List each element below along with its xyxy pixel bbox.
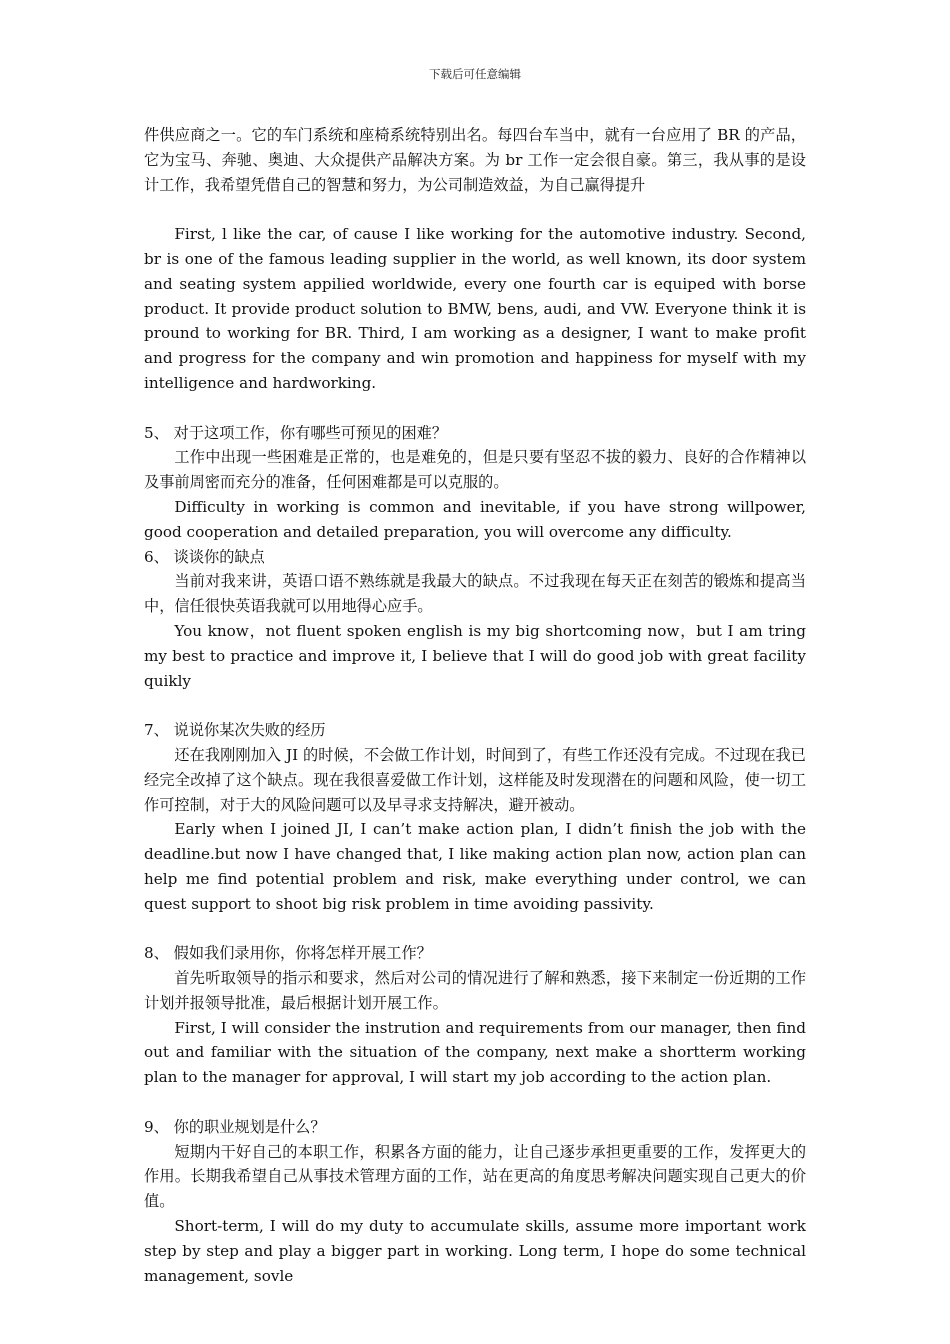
answer-chinese-8: 首先听取领导的指示和要求，然后对公司的情况进行了解和熟悉，接下来制定一份近期的工作计划并报领导批准，最后根据计划开展工作。 xyxy=(144,969,806,1012)
question-heading-9: 9、 你的职业规划是什么？ xyxy=(144,1117,326,1136)
blank-line xyxy=(144,1090,806,1115)
paragraph-english: First, l like the car, of cause I like working for the automotive industry. Second, br is one of the famous leading supplier in the world, as well known, its door system and seating system appilied worldwide, every one fourth car is equiped with borse product. It provide product solution to BMW, bens, audi, and VW. Everyone think it is pround to working for BR. Third, I am working as a designer, I want to make profit and progress for the company and win promotion and happiness for myself with my intelligence and hardworking. xyxy=(144,225,806,392)
question-heading-5: 5、 对于这项工作，你有哪些可预见的困难？ xyxy=(144,423,448,442)
answer-chinese-7: 还在我刚刚加入 JI 的时候，不会做工作计划，时间到了，有些工作还没有完成。不过现在我已经完全改掉了这个缺点。现在我很喜爱做工作计划，这样能及时发现潜在的问题和风险，使一切工作可控制，对于大的风险问题可以及早寻求支持解决，避开被动。 xyxy=(144,745,806,814)
blank-line xyxy=(144,917,806,942)
blank-line xyxy=(144,197,806,222)
blank-line xyxy=(144,693,806,718)
answer-english-9: Short-term, I will do my duty to accumulate skills, assume more important work step by step and play a bigger part in working. Long term, I hope do some technical management, sovle xyxy=(144,1217,806,1285)
document-body xyxy=(144,123,806,1288)
page-header: 下载后可任意编辑 xyxy=(429,67,521,81)
question-heading-8: 8、 假如我们录用你，你将怎样开展工作？ xyxy=(144,944,432,963)
answer-english-6: You know，not fluent spoken english is my big shortcoming now，but I am tring my best to practice and improve it, I believe that I will do good job with great facility quikly xyxy=(144,621,806,690)
answer-english-7: Early when I joined JI, I can’t make action plan, I didn’t finish the job with the deadline.but now I have changed that, I like making action plan now, action plan can help me find potential problem and risk, make everything under control, we can quest support to shoot big risk problem in time avoiding passivity. xyxy=(144,820,806,913)
paragraph-continued: 件供应商之一。它的车门系统和座椅系统特别出名。每四台车当中，就有一台应用了 BR 的产品，它为宝马、奔驰、奥迪、大众提供产品解决方案。为 br 工作一定会很自豪。第三，我从事的是设计工作，我希望凭借自己的智慧和努力，为公司制造效益，为自己赢得提升 xyxy=(144,126,806,194)
question-heading-6: 6、 谈谈你的缺点 xyxy=(144,547,265,566)
answer-english-8: First, I will consider the instrution and requirements from our manager, then find out and familiar with the situation of the company, next make a shortterm working plan to the manager for approval, I will start my job according to the action plan. xyxy=(144,1018,806,1087)
answer-english-5: Difficulty in working is common and inevitable, if you have strong willpower, good cooperation and detailed preparation, you will overcome any difficulty. xyxy=(144,497,806,541)
blank-line xyxy=(144,396,806,421)
answer-chinese-9: 短期内干好自己的本职工作，积累各方面的能力，让自己逐步承担更重要的工作，发挥更大的作用。长期我希望自己从事技术管理方面的工作，站在更高的角度思考解决问题实现自己更大的价值。 xyxy=(144,1142,806,1211)
answer-chinese-6: 当前对我来讲，英语口语不熟练就是我最大的缺点。不过我现在每天正在刻苦的锻炼和提高当中，信任很快英语我就可以用地得心应手。 xyxy=(144,572,806,616)
question-heading-7: 7、 说说你某次失败的经历 xyxy=(144,721,326,740)
answer-chinese-5: 工作中出现一些困难是正常的，也是难免的，但是只要有坚忍不拔的毅力、良好的合作精神以及事前周密而充分的准备，任何困难都是可以克服的。 xyxy=(144,448,806,492)
